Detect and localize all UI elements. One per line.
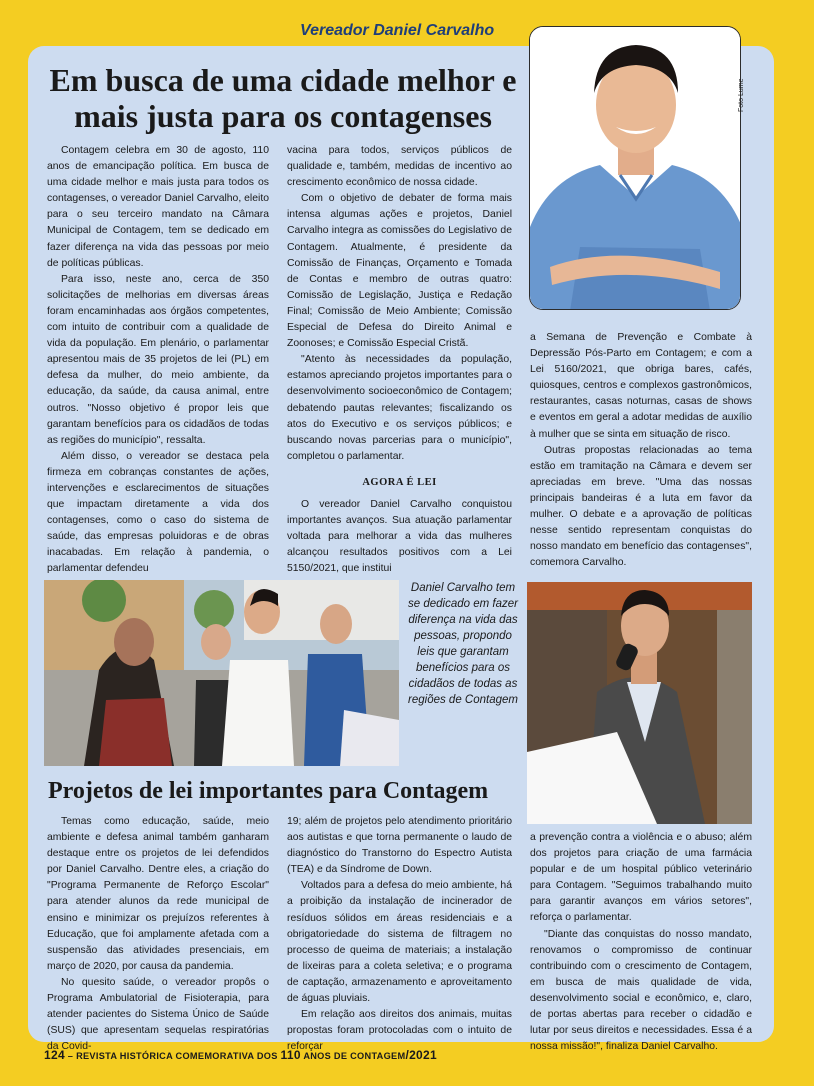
paragraph: 19; além de projetos pelo atendimento prioritário aos autistas e que torna permanente o laudo de diagnóstico do Transtorno do Espectro Autista (TEA) e da Síndrome de Down. bbox=[287, 816, 512, 876]
paragraph: Com o objetivo de debater de forma mais intensa algumas ações e projetos, Daniel Carvalho integra as comissões do Legislativo de Contagem. Atualmente, é presidente da Comissão de Finanças, Orçamento e Tomada de Contas e membro de outras quatro: Comissão de Legislação, Justiça e Redação Final; Comissão de Meio Ambiente; Comissão Especial de Defesa do Direito Animal e Zoonoses; e Comissão Especial Cristã. bbox=[287, 193, 512, 350]
paragraph: a Semana de Prevenção e Combate à Depressão Pós-Parto em Contagem; e com a Lei 5160/2021, que obriga bares, cafés, quiosques, centros e complexos gastronômicos, restaurantes, casas noturnas, casas de shows e eventos em geral a adotar medidas de auxílio à mulher que se sinta em situação de risco. bbox=[530, 332, 752, 440]
footer-dash: – bbox=[67, 1051, 74, 1061]
section-header: Vereador Daniel Carvalho bbox=[300, 22, 495, 39]
section-subhead: AGORA É LEI bbox=[362, 476, 437, 488]
paragraph: Voltados para a defesa do meio ambiente, há a proibição da instalação de incinerador de resíduos sólidos em áreas residenciais e a obrigatoriedade do sistema de filtragem no processo de queima de materiais; a instalação de lixeiras para a coleta seletiva; e o programa de captação, armazenamento e aproveitamento de águas pluviais. bbox=[287, 880, 512, 1005]
footer-text: ANOS DE CONTAGEM bbox=[303, 1051, 406, 1061]
photo-caption: Daniel Carvalho tem se dedicado em fazer diferença na vida das pessoas, propondo leis que garantam benefícios para os cidadãos de todas as regiões de Contagem bbox=[408, 582, 518, 706]
column-1 bbox=[47, 143, 269, 578]
portrait-photo bbox=[529, 26, 741, 310]
page-number: 124 bbox=[44, 1048, 65, 1062]
paragraph: No quesito saúde, o vereador propôs o Programa Ambulatorial de Fisioterapia, para atender pacientes do Sistema Único de Saúde (SUS) que apresentam sequelas respiratórias da Covid- bbox=[47, 976, 269, 1053]
paragraph: Além disso, o vereador se destaca pela firmeza em cobranças constantes de ações, intervenções e esclarecimentos de situações que impactam diretamente a vida dos contagenses, como o caso do sistema de saúde, das empresas poluidoras e de obras inacabadas. Em relação à pandemia, o parlamentar defendeu bbox=[47, 450, 269, 575]
paragraph: O vereador Daniel Carvalho conquistou importantes avanços. Sua atuação parlamentar voltada para melhorar a vida das mulheres alcançou resultados positivos com a Lei 5150/2021, que institui bbox=[287, 498, 512, 575]
paragraph: Outras propostas relacionadas ao tema estão em tramitação na Câmara e devem ser apreciadas em breve. "Uma das nossas principais bandeiras é a luta em favor da mulher. O debate e a aprovação de políticas nesse sentido representam conquistas do nosso mandato em benefício das contagenses", comemora Carvalho. bbox=[530, 444, 752, 569]
section-title: Projetos de lei importantes para Contagem bbox=[48, 778, 489, 804]
paragraph: "Atento às necessidades da população, estamos apreciando projetos importantes para o desenvolvimento socioeconômico de Contagem; debatendo pautas relevantes; fiscalizando os atos do Executivo e os serviços públicos; e buscando novas parcerias para o município", completou o parlamentar. bbox=[287, 354, 512, 462]
bottom-column-1 bbox=[47, 814, 269, 1055]
bottom-column-3 bbox=[530, 830, 752, 1055]
page-footer bbox=[44, 1048, 437, 1062]
column-3 bbox=[530, 330, 752, 571]
headline: Em busca de uma cidade melhor e mais justa para os contagenses bbox=[49, 62, 517, 134]
paragraph: Para isso, neste ano, cerca de 350 solicitações de melhorias em diversas áreas foram encaminhadas aos órgãos competentes, com intuito de contribuir com a qualidade de vida da população. Em plenário, o parlamentar apresentou mais de 35 projetos de lei (PL) em defesa da mulher, do meio ambiente, da educação, da saúde, da causa animal, entre outros. "Nosso objetivo é propor leis que garantam benefícios para os cidadãos de todas as regiões do município", ressalta. bbox=[47, 273, 269, 446]
footer-year: /2021 bbox=[405, 1048, 437, 1062]
paragraph: "Diante das conquistas do nosso mandato, renovamos o compromisso de continuar contribuindo com o crescimento de Contagem, em busca de mais qualidade de vida, desenvolvimento social e econômico, e, claro, de portas abertas para receber o cidadão e lutar por seus direitos e necessidades. Essa é a nossa missão!", finaliza Daniel Carvalho. bbox=[530, 928, 752, 1053]
footer-number: 110 bbox=[280, 1048, 301, 1062]
paragraph: vacina para todos, serviços públicos de qualidade e, também, medidas de incentivo ao crescimento econômico de nossa cidade. bbox=[287, 145, 512, 189]
paragraph: Contagem celebra em 30 de agosto, 110 anos de emancipação política. Em busca de uma cidade melhor e mais justa para todos os contagenses, o vereador Daniel Carvalho, eleito para o seu terceiro mandato na Câmara Municipal de Contagem, tem se dedicado em fazer diferença na vida das pessoas por meio de políticas públicas. bbox=[47, 145, 269, 269]
paragraph: Em relação aos direitos dos animais, muitas propostas foram protocoladas com o intuito de reforçar bbox=[287, 1009, 512, 1053]
speech-photo bbox=[527, 582, 752, 824]
paragraph: a prevenção contra a violência e o abuso; além dos projetos para criação de uma farmácia popular e de um hospital público veterinário para Contagem. "Seguimos trabalhando muito para garantir avanços em vários setores", reforça o parlamentar. bbox=[530, 832, 752, 924]
paragraph: Temas como educação, saúde, meio ambiente e defesa animal também ganharam destaque entre os projetos de lei defendidos por Daniel Carvalho. Dentre eles, a criação do "Programa Permanente de Reforço Escolar" para atender alunos da rede municipal de ensino e minimizar os prejuízos referentes à Educação, que foi amplamente afetada com a suspensão das atividades presenciais, em março de 2020, por causa da pandemia. bbox=[47, 816, 269, 972]
bottom-column-2 bbox=[287, 814, 512, 1055]
photo-credit: Foto Lume bbox=[738, 78, 745, 112]
street-photo bbox=[44, 580, 399, 766]
footer-text: REVISTA HISTÓRICA COMEMORATIVA DOS bbox=[76, 1051, 278, 1061]
column-2 bbox=[287, 143, 512, 577]
